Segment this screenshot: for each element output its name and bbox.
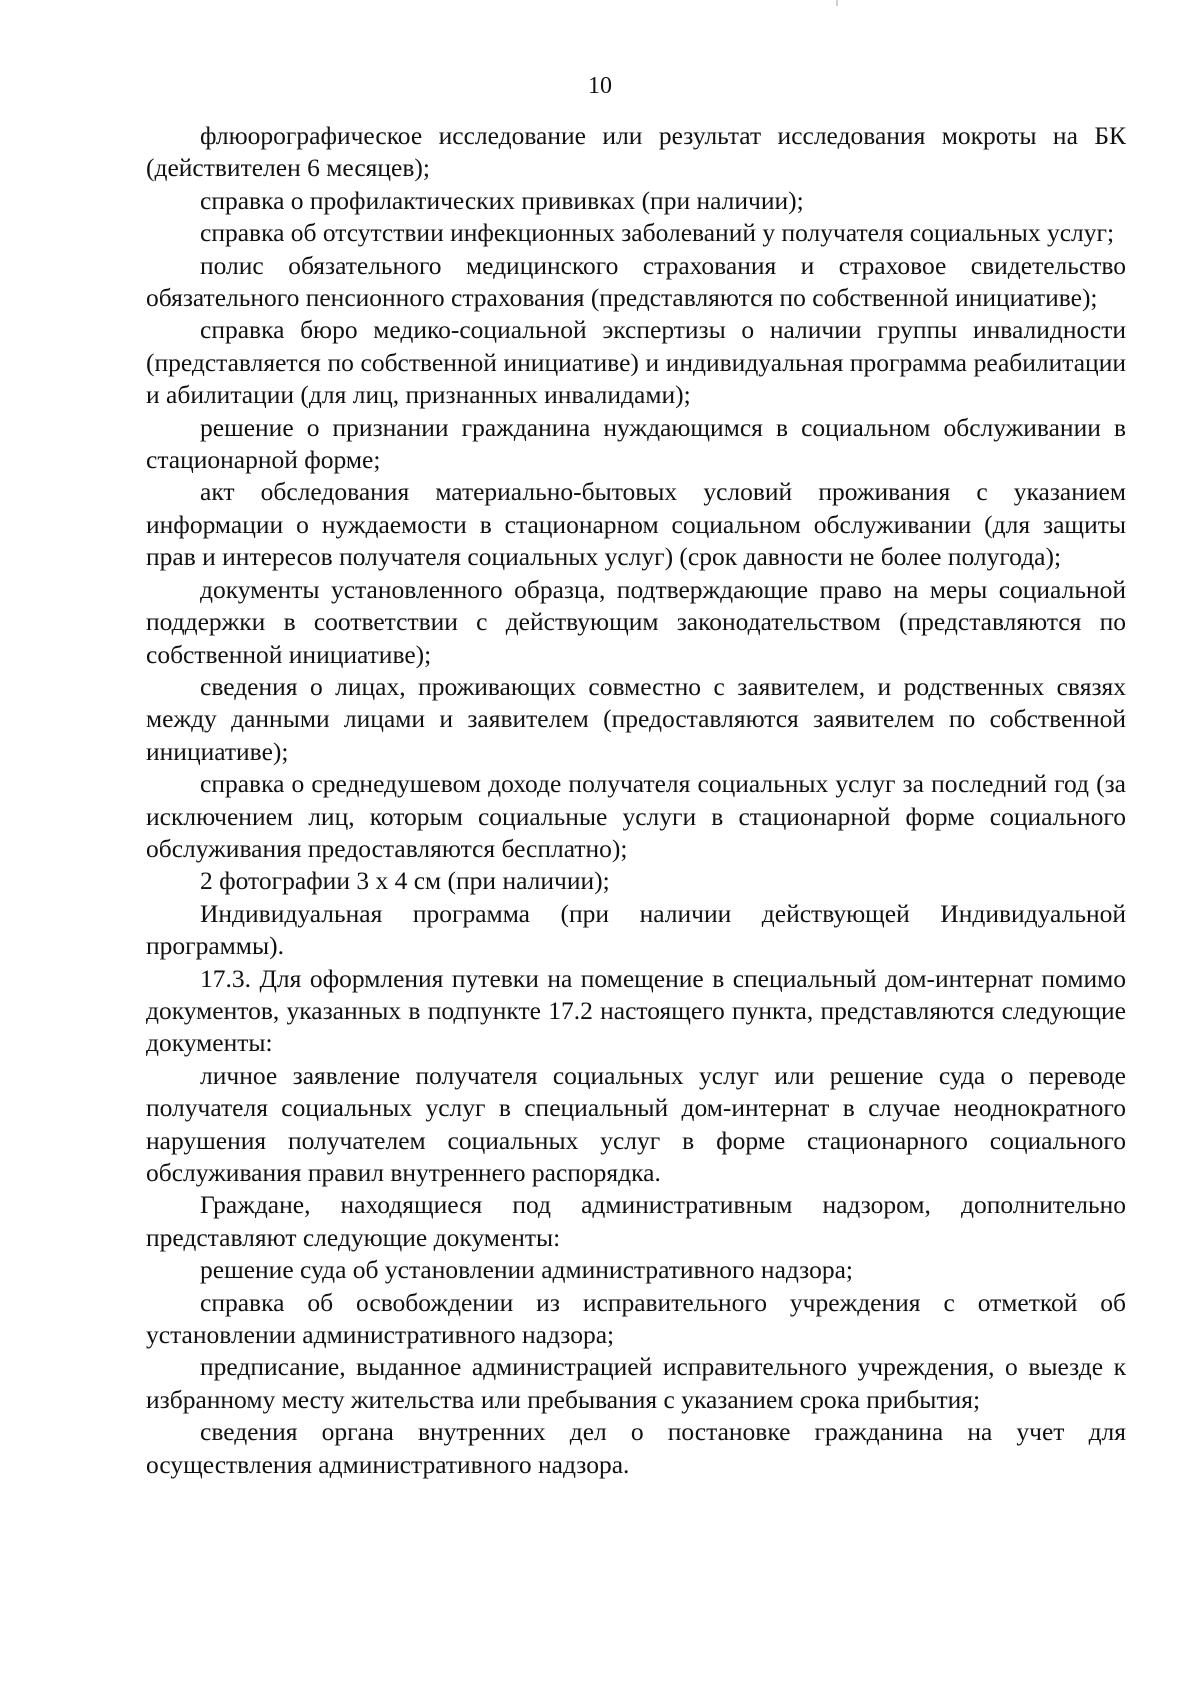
paragraph: предписание, выданное администрацией исправительного учреждения, о выезде к избранному месту жительства или пребывания с указанием срока прибытия; [146,1352,1126,1414]
paragraph: акт обследования материально-бытовых условий проживания с указанием информации о нуждаемости в стационарном социальном обслуживании (для защиты прав и интересов получателя социальных услуг) (срок давности не более полугода); [146,477,1126,572]
paragraph: Индивидуальная программа (при наличии действующей Индивидуальной программы). [146,898,1126,961]
paragraph: документы установленного образца, подтверждающие право на меры социальной поддержки в соответствии с действующим законодательством (представляются по собственной инициативе); [146,574,1126,669]
paragraph: 2 фотографии 3 х 4 см (при наличии); [200,866,610,896]
paragraph: справка о профилактических прививках (при наличии); [200,185,804,215]
paragraph: справка об освобождении из исправительного учреждения с отметкой об установлении административного надзора; [146,1287,1126,1350]
page-number: 10 [588,73,612,99]
paragraph: решение суда об установлении административного надзора; [200,1255,854,1285]
section-paragraph: 17.3. Для оформления путевки на помещение в специальный дом-интернат помимо документов, указанных в подпункте 17.2 настоящего пункта, представляются следующие документы: [146,963,1126,1058]
paragraph: личное заявление получателя социальных услуг или решение суда о переводе получателя социальных услуг в специальный дом-интернат в случае неоднократного нарушения получателем социальных услуг в форме стационарного социального обслуживания правил внутреннего распорядка. [146,1060,1126,1187]
scan-artifact [836,0,838,6]
paragraph: справка о среднедушевом доходе получателя социальных услуг за последний год (за исключением лиц, которым социальные услуги в стационарной форме социального обслуживания предоставляются бесплатно); [146,769,1126,863]
paragraph: полис обязательного медицинского страхования и страховое свидетельство обязательного пенсионного страхования (представляются по собственной инициативе); [146,250,1126,313]
paragraph: справка бюро медико-социальной экспертизы о наличии группы инвалидности (представляется по собственной инициативе) и индивидуальная программа реабилитации и абилитации (для лиц, признанных инвалидами); [146,315,1126,410]
document-body [146,120,1126,1481]
paragraph: справка об отсутствии инфекционных заболеваний у получателя социальных услуг; [200,218,1115,248]
paragraph: сведения органа внутренних дел о постановке гражданина на учет для осуществления административного надзора. [146,1417,1126,1479]
paragraph: флюорографическое исследование или результат исследования мокроты на БК (действителен 6 месяцев); [146,121,1126,183]
paragraph: Граждане, находящиеся под административным надзором, дополнительно представляют следующие документы: [146,1190,1126,1252]
paragraph: решение о признании гражданина нуждающимся в социальном обслуживании в стационарной форме; [146,412,1126,475]
paragraph: сведения о лицах, проживающих совместно с заявителем, и родственных связях между данными лицами и заявителем (предоставляются заявителем по собственной инициативе); [146,671,1126,766]
